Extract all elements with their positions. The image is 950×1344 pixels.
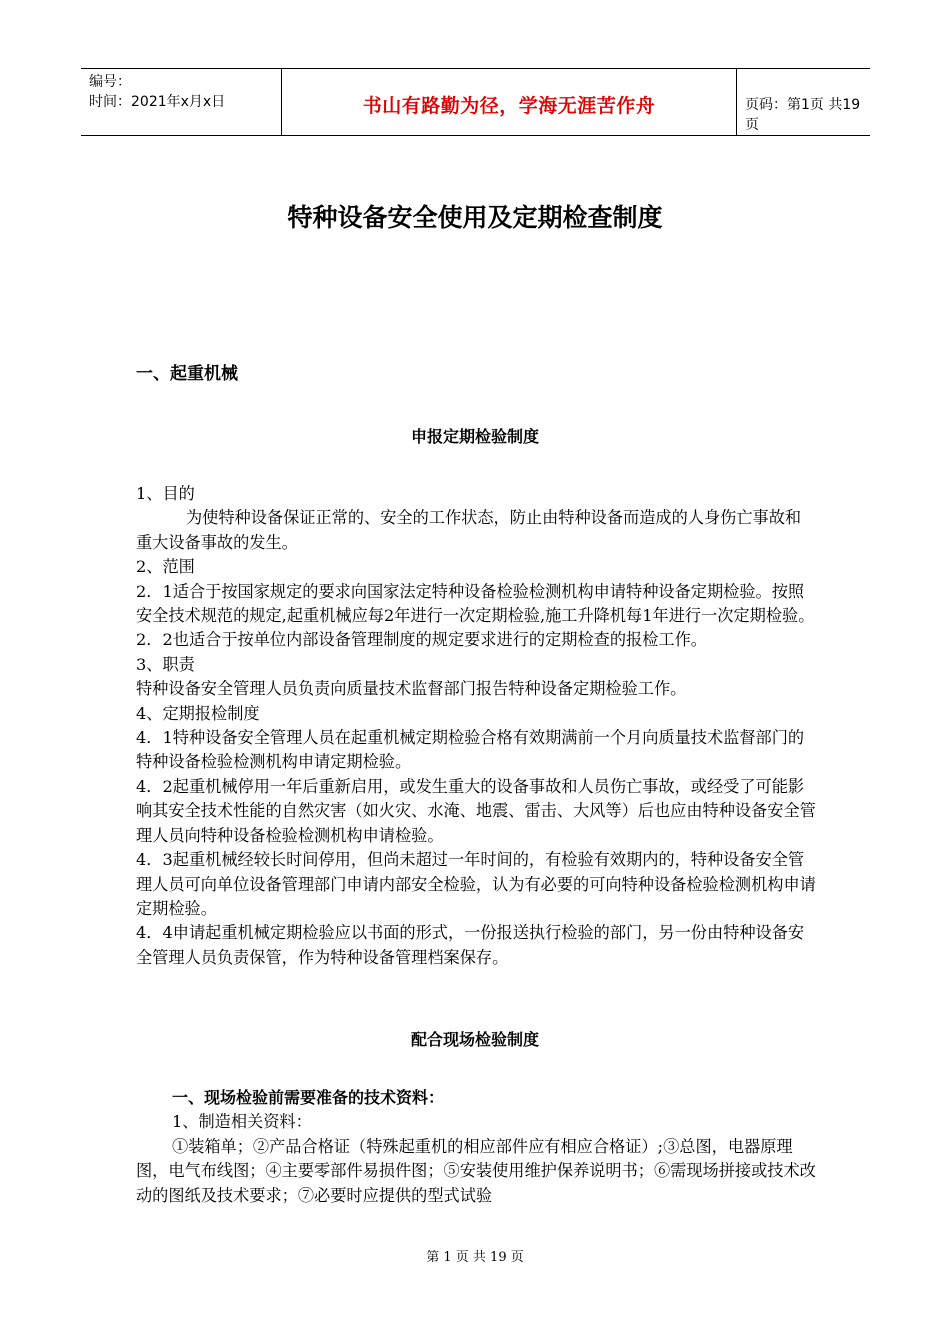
page-footer: 第 1 页 共 19 页 bbox=[426, 1250, 524, 1265]
header-page-info: 页码：第1页 共19页 bbox=[745, 97, 861, 133]
header-motto: 书山有路勤为径，学海无涯苦作舟 bbox=[362, 95, 656, 117]
section-heading: 一、起重机械 bbox=[136, 364, 238, 384]
paragraph: 特种设备安全管理人员负责向质量技术监督部门报告特种设备定期检验工作。 bbox=[136, 679, 687, 699]
paragraph: 4．2起重机械停用一年后重新启用，或发生重大的设备事故和人员伤亡事故，或经受了可能影响其安全技术性能的自然灾害（如火灾、水淹、地震、雷击、大风等）后也应由特种设备安全管理人员向特种设备检验检测机构申请检验。 bbox=[136, 776, 816, 845]
document-title: 特种设备安全使用及定期检查制度 bbox=[287, 203, 663, 232]
subsection-heading: 一、现场检验前需要准备的技术资料： bbox=[172, 1088, 445, 1107]
paragraph: 4．3起重机械经较长时间停用，但尚未超过一年时间的，有检验有效期内的，特种设备安全管理人员可向单位设备管理部门申请内部安全检验，认为有必要的可向特种设备检验检测机构申请定期检验。 bbox=[136, 850, 816, 918]
header-motto-cell bbox=[282, 69, 737, 135]
paragraph: 2、范围 bbox=[136, 557, 195, 577]
document-date: 时间：2021年x月x日 bbox=[89, 94, 226, 110]
body-text-field-inspection bbox=[136, 1086, 816, 1208]
paragraph: 2．1适合于按国家规定的要求向国家法定特种设备检验检测机构申请特种设备定期检验。按照安全技术规范的规定,起重机械应每2年进行一次定期检验,施工升降机每1年进行一次定期检验。 bbox=[136, 581, 815, 626]
subsection-title-field-inspection: 配合现场检验制度 bbox=[410, 1030, 539, 1049]
paragraph: 3、职责 bbox=[136, 654, 195, 674]
paragraph: 4．4申请起重机械定期检验应以书面的形式，一份报送执行检验的部门，另一份由特种设备安全管理人员负责保管，作为特种设备管理档案保存。 bbox=[136, 923, 805, 967]
paragraph: 1、制造相关资料： bbox=[172, 1112, 312, 1132]
paragraph: 4．1特种设备安全管理人员在起重机械定期检验合格有效期满前一个月向质量技术监督部门的特种设备检验检测机构申请定期检验。 bbox=[136, 728, 805, 772]
header-info-cell bbox=[81, 69, 282, 135]
paragraph: 为使特种设备保证正常的、安全的工作状态，防止由特种设备而造成的人身伤亡事故和重大设备事故的发生。 bbox=[136, 508, 802, 552]
body-text-inspection bbox=[136, 482, 816, 970]
paragraph: ①装箱单；②产品合格证（特殊起重机的相应部件应有相应合格证）;③总图，电器原理图，电气布线图；④主要零部件易损件图；⑤安装使用维护保养说明书；⑥需现场拼接或技术改动的图纸及技术要求；⑦必要时应提供的型式试验 bbox=[136, 1136, 816, 1205]
subsection-title-inspection: 申报定期检验制度 bbox=[410, 427, 539, 446]
document-number-label: 编号： bbox=[89, 74, 131, 90]
paragraph: 1、目的 bbox=[136, 484, 195, 503]
header-page-cell bbox=[737, 69, 870, 135]
header-table bbox=[81, 68, 870, 136]
paragraph: 2．2也适合于按单位内部设备管理制度的规定要求进行的定期检查的报检工作。 bbox=[136, 630, 707, 650]
paragraph: 4、定期报检制度 bbox=[136, 703, 260, 723]
